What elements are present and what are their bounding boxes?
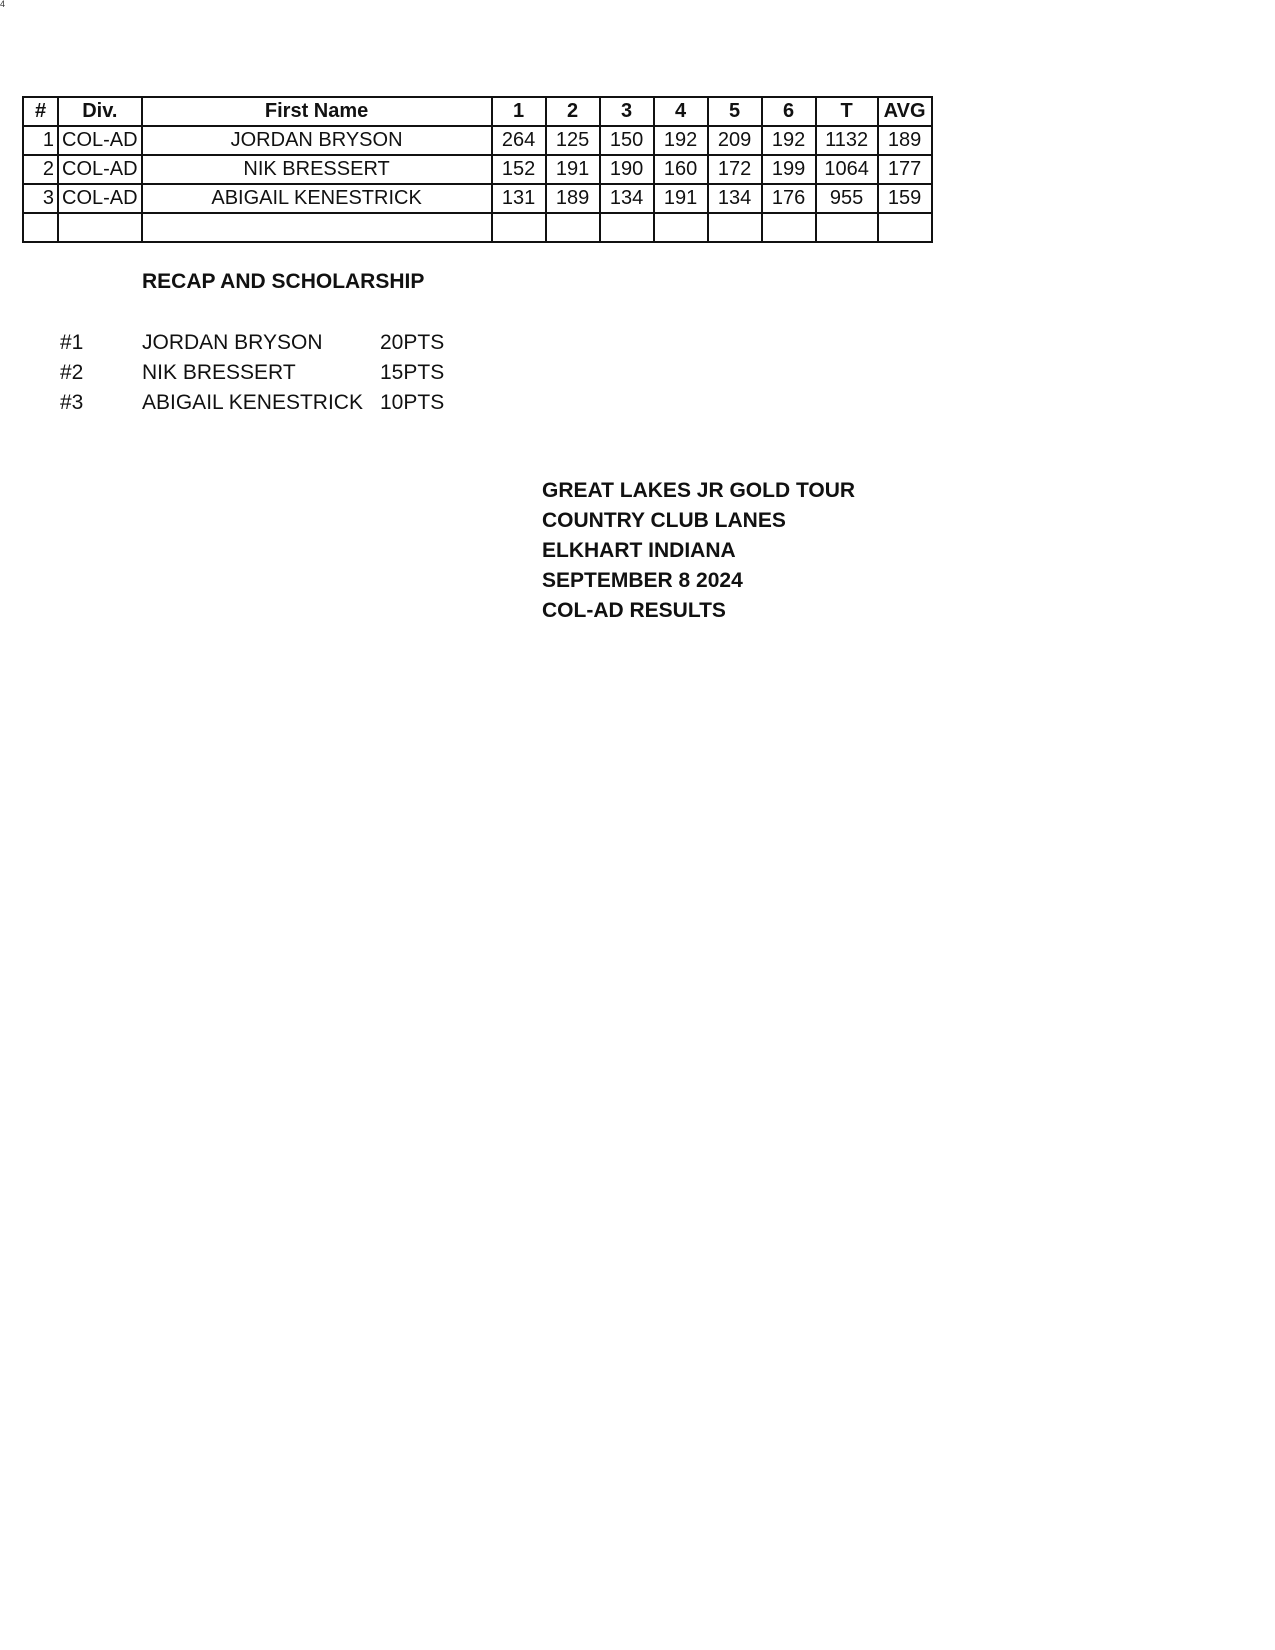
event-venue: COUNTRY CLUB LANES	[542, 509, 786, 532]
cell-total: 1064	[816, 155, 878, 184]
recap-points: 20PTS	[380, 331, 445, 354]
table-header-row	[23, 97, 932, 126]
table-row	[23, 126, 932, 155]
cell-game-4: 191	[654, 184, 708, 213]
cell-game-2	[546, 213, 600, 242]
cell-name: NIK BRESSERT	[142, 155, 492, 184]
cell-rank: 3	[23, 184, 58, 213]
cell-rank: 2	[23, 155, 58, 184]
cell-name: ABIGAIL KENESTRICK	[142, 184, 492, 213]
cell-game-6	[762, 213, 816, 242]
recap-points: 15PTS	[380, 361, 445, 384]
cell-average: 159	[878, 184, 932, 213]
table-row	[23, 184, 932, 213]
header-game-3: 3	[600, 97, 654, 126]
corner-mark: 4	[0, 0, 6, 9]
cell-game-4: 160	[654, 155, 708, 184]
cell-division: COL-AD	[58, 126, 142, 155]
header-game-1: 1	[492, 97, 546, 126]
cell-total	[816, 213, 878, 242]
event-date: SEPTEMBER 8 2024	[542, 569, 743, 592]
recap-points: 10PTS	[380, 391, 445, 414]
recap-name: JORDAN BRYSON	[142, 331, 323, 354]
cell-game-5	[708, 213, 762, 242]
cell-rank: 1	[23, 126, 58, 155]
cell-game-3	[600, 213, 654, 242]
cell-game-6: 192	[762, 126, 816, 155]
header-game-4: 4	[654, 97, 708, 126]
cell-game-2: 125	[546, 126, 600, 155]
cell-game-1: 131	[492, 184, 546, 213]
cell-name: JORDAN BRYSON	[142, 126, 492, 155]
event-location: ELKHART INDIANA	[542, 539, 736, 562]
recap-entry	[60, 388, 460, 418]
cell-total: 1132	[816, 126, 878, 155]
event-tour-name: GREAT LAKES JR GOLD TOUR	[542, 479, 856, 502]
cell-game-3: 190	[600, 155, 654, 184]
recap-place: #2	[60, 361, 84, 384]
cell-rank	[23, 213, 58, 242]
cell-game-4: 192	[654, 126, 708, 155]
table-row-empty	[23, 213, 932, 242]
cell-game-5: 134	[708, 184, 762, 213]
cell-game-6: 199	[762, 155, 816, 184]
recap-place: #3	[60, 391, 84, 414]
header-total: T	[816, 97, 878, 126]
header-division: Div.	[58, 97, 142, 126]
cell-average	[878, 213, 932, 242]
event-division-results: COL-AD RESULTS	[542, 599, 726, 622]
recap-list	[60, 328, 460, 418]
cell-average: 177	[878, 155, 932, 184]
header-game-2: 2	[546, 97, 600, 126]
header-average: AVG	[878, 97, 932, 126]
header-first-name: First Name	[142, 97, 492, 126]
cell-game-4	[654, 213, 708, 242]
recap-place: #1	[60, 331, 84, 354]
cell-game-1: 264	[492, 126, 546, 155]
recap-entry	[60, 328, 460, 358]
event-info	[542, 476, 855, 626]
cell-game-3: 150	[600, 126, 654, 155]
results-table	[22, 96, 933, 243]
cell-game-5: 172	[708, 155, 762, 184]
cell-division: COL-AD	[58, 155, 142, 184]
header-game-6: 6	[762, 97, 816, 126]
cell-game-2: 189	[546, 184, 600, 213]
recap-name: ABIGAIL KENESTRICK	[142, 391, 363, 414]
cell-game-6: 176	[762, 184, 816, 213]
cell-division: COL-AD	[58, 184, 142, 213]
cell-division	[58, 213, 142, 242]
recap-title: RECAP AND SCHOLARSHIP	[142, 270, 425, 293]
cell-total: 955	[816, 184, 878, 213]
cell-game-3: 134	[600, 184, 654, 213]
header-rank: #	[23, 97, 58, 126]
recap-name: NIK BRESSERT	[142, 361, 296, 384]
recap-entry	[60, 358, 460, 388]
cell-game-2: 191	[546, 155, 600, 184]
header-game-5: 5	[708, 97, 762, 126]
table-row	[23, 155, 932, 184]
cell-average: 189	[878, 126, 932, 155]
cell-game-1: 152	[492, 155, 546, 184]
cell-game-1	[492, 213, 546, 242]
cell-game-5: 209	[708, 126, 762, 155]
cell-name	[142, 213, 492, 242]
